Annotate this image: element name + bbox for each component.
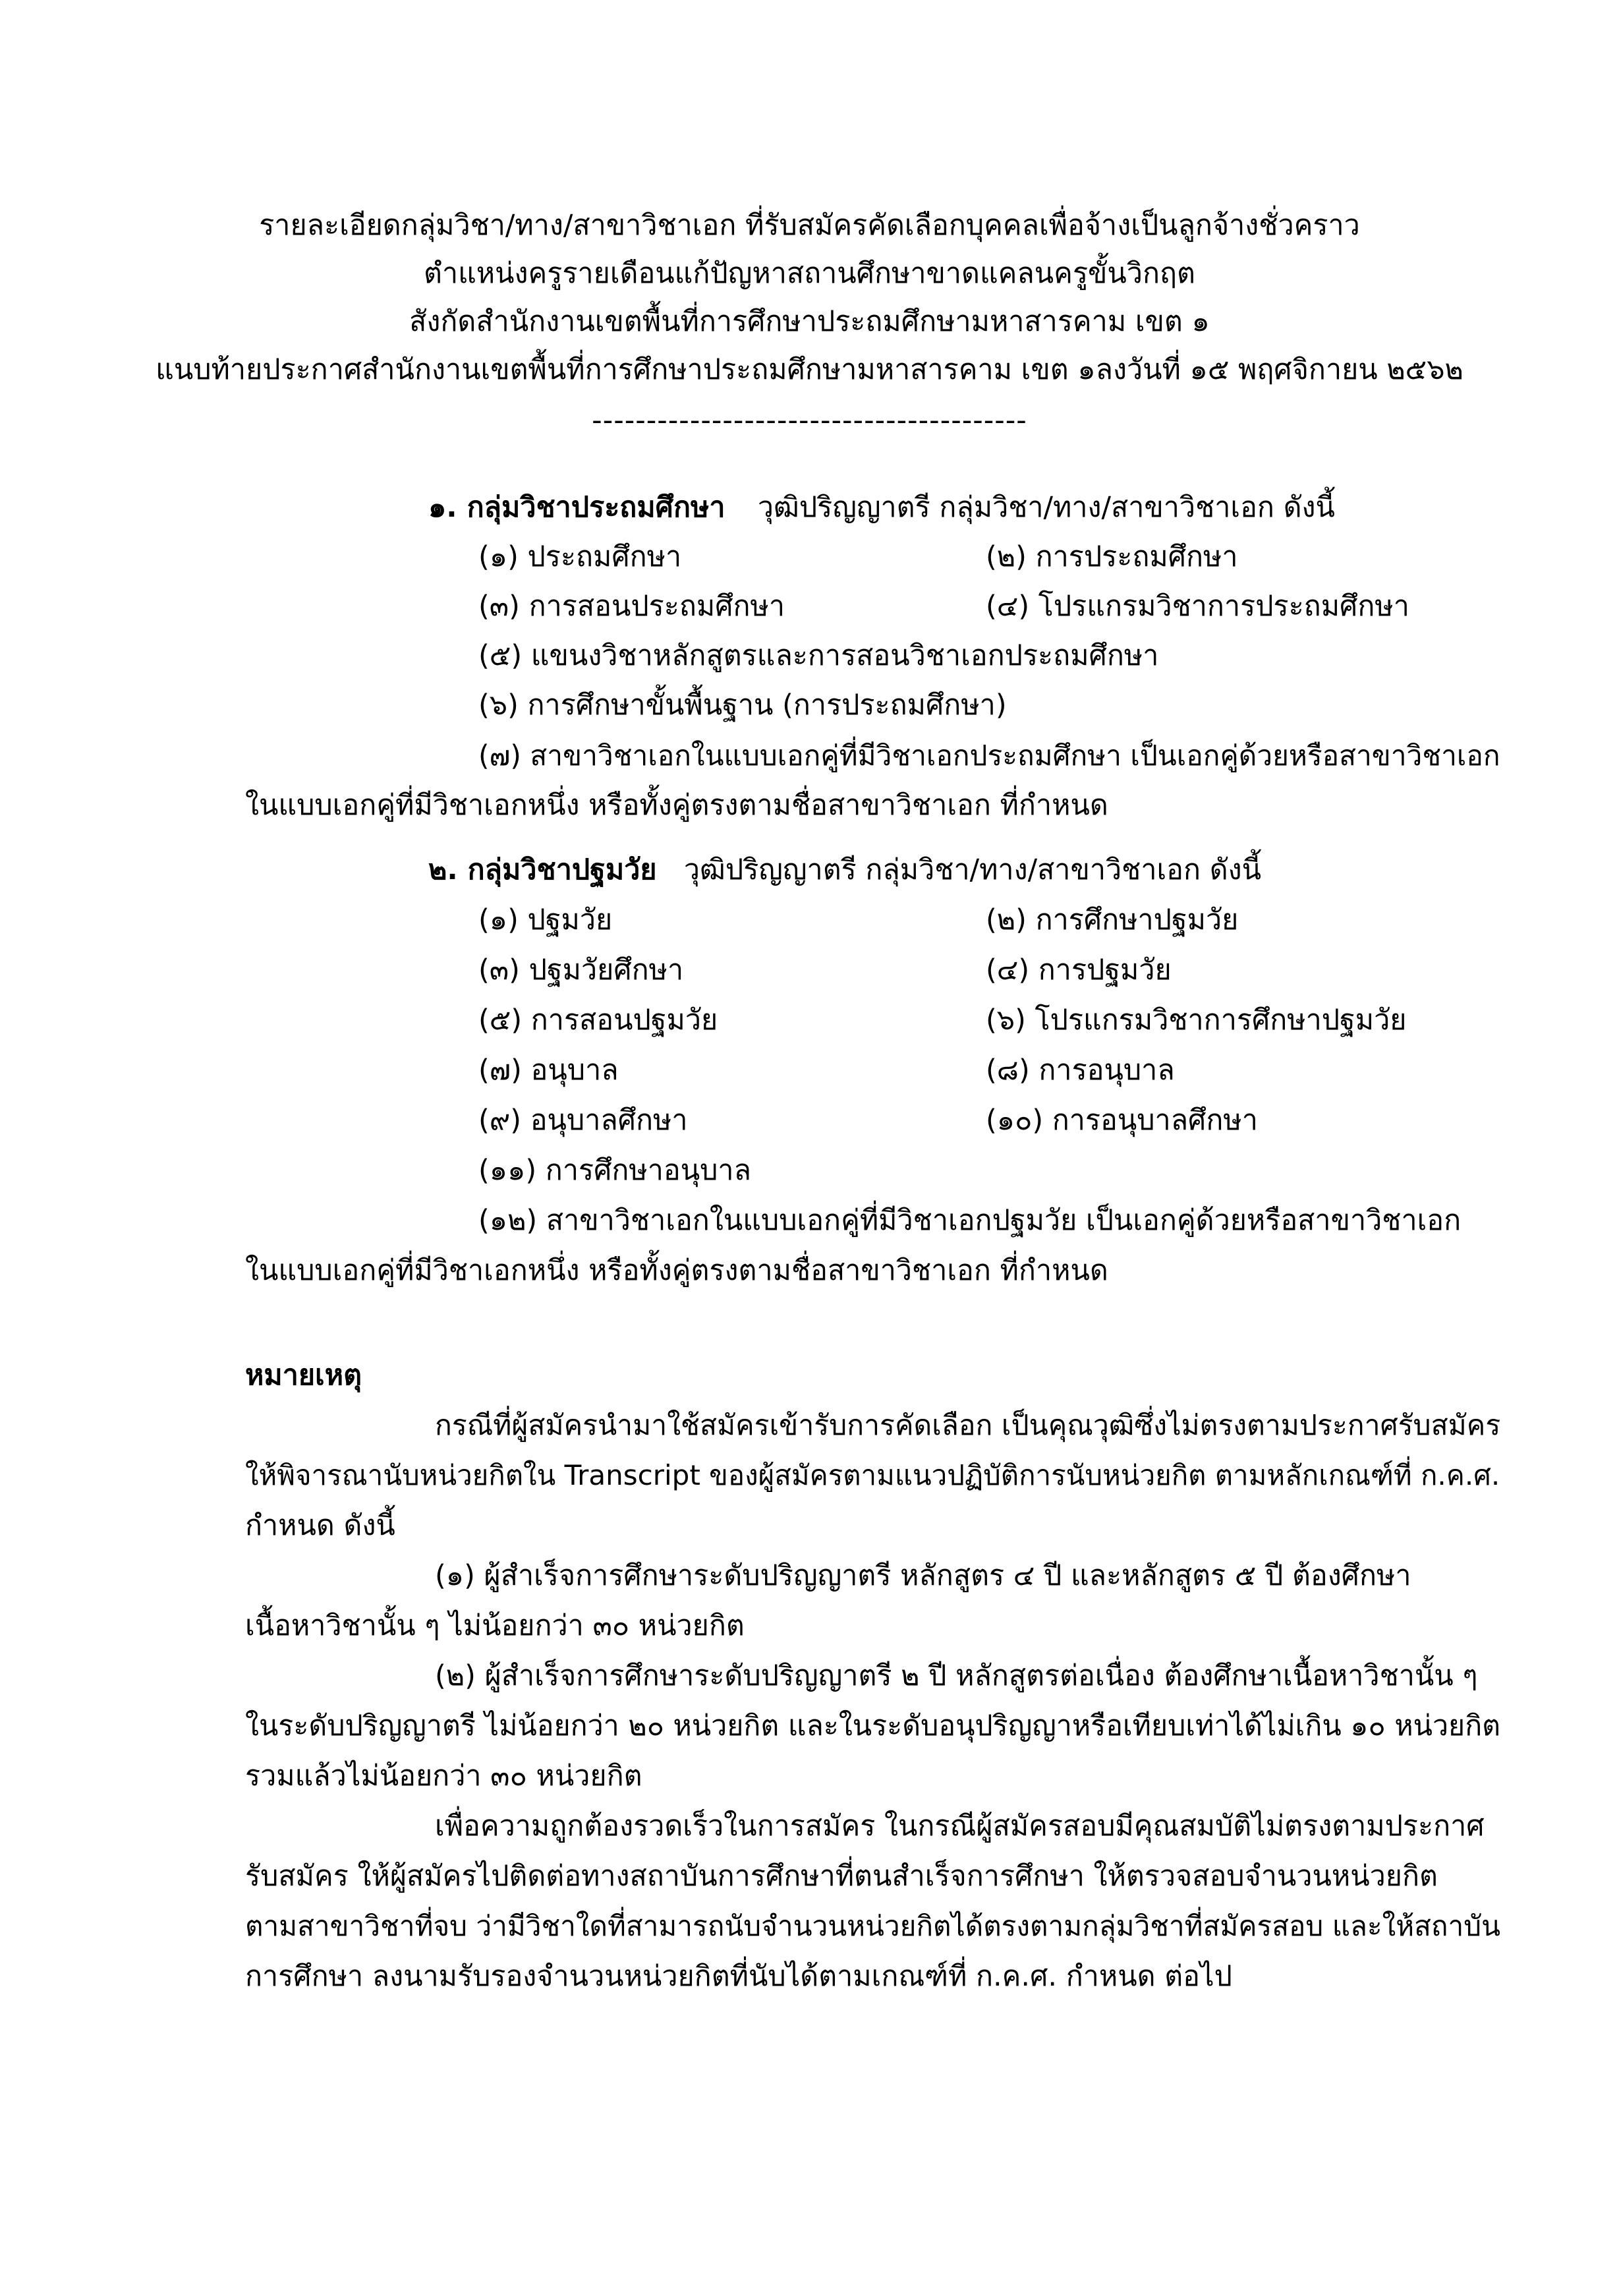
remarks-p1-line-3: กำหนด ดังนี้: [245, 1509, 395, 1542]
remarks-p4-line-1: เพื่อความถูกต้องรวดเร็วในการสมัคร ในกรณีผู้สมัครสอบมีคุณสมบัติไม่ตรงตามประกาศ: [435, 1810, 1485, 1843]
group1-item-4: (๔) โปรแกรมวิชาการประถมศึกษา: [986, 590, 1409, 623]
remarks-p2-line-2: เนื้อหาวิชานั้น ๆ ไม่น้อยกว่า ๓๐ หน่วยกิต: [245, 1609, 745, 1642]
group2-title: ๒. กลุ่มวิชาปฐมวัย: [428, 853, 657, 886]
remarks-p4-line-3: ตามสาขาวิชาที่จบ ว่ามีวิชาใดที่สามารถนับจำนวนหน่วยกิตได้ตรงตามกลุ่มวิชาที่สมัครสอบ และให้สถาบัน: [245, 1910, 1500, 1942]
header-line-1: รายละเอียดกลุ่มวิชา/ทาง/สาขาวิชาเอก ที่รับสมัครคัดเลือกบุคคลเพื่อจ้างเป็นลูกจ้างชั่วคราว: [259, 209, 1360, 242]
group2-item-2: (๒) การศึกษาปฐมวัย: [986, 904, 1239, 936]
group2-item-8: (๘) การอนุบาล: [986, 1054, 1175, 1087]
group1-item-5: (๕) แขนงวิชาหลักสูตรและการสอนวิชาเอกประถมศึกษา: [478, 639, 1159, 672]
group2-item-4: (๔) การปฐมวัย: [986, 954, 1172, 987]
group2-item-10: (๑๐) การอนุบาลศึกษา: [986, 1104, 1258, 1137]
remarks-p3-line-1: (๒) ผู้สำเร็จการศึกษาระดับปริญญาตรี ๒ ปี หลักสูตรต่อเนื่อง ต้องศึกษาเนื้อหาวิชานั้น ๆ: [435, 1659, 1478, 1692]
remarks-p2-line-1: (๑) ผู้สำเร็จการศึกษาระดับปริญญาตรี หลักสูตร ๔ ปี และหลักสูตร ๕ ปี ต้องศึกษา: [435, 1559, 1411, 1592]
header-line-3: สังกัดสำนักงานเขตพื้นที่การศึกษาประถมศึกษามหาสารคาม เขต ๑: [409, 305, 1210, 338]
group2-item-9: (๙) อนุบาลศึกษา: [478, 1104, 688, 1137]
remarks-p1-line-2: ให้พิจารณานับหน่วยกิตใน Transcript ของผู้สมัครตามแนวปฏิบัติการนับหน่วยกิต ตามหลักเกณฑ์ที่ ก.ค.ศ.: [245, 1459, 1500, 1491]
remarks-p1-line-1: กรณีที่ผู้สมัครนำมาใช้สมัครเข้ารับการคัดเลือก เป็นคุณวุฒิซึ่งไม่ตรงตามประกาศรับสมัคร: [435, 1409, 1501, 1442]
group1-note-line-1: (๗) สาขาวิชาเอกในแบบเอกคู่ที่มีวิชาเอกประถมศึกษา เป็นเอกคู่ด้วยหรือสาขาวิชาเอก: [478, 739, 1500, 772]
group2-item-7: (๗) อนุบาล: [478, 1054, 619, 1087]
header-line-2: ตำแหน่งครูรายเดือนแก้ปัญหาสถานศึกษาขาดแคลนครูขั้นวิกฤต: [424, 257, 1195, 290]
remarks-p3-line-2: ในระดับปริญญาตรี ไม่น้อยกว่า ๒๐ หน่วยกิต และในระดับอนุปริญญาหรือเทียบเท่าได้ไม่เกิน ๑๐ หน่วยกิต: [245, 1709, 1501, 1742]
group2-item-1: (๑) ปฐมวัย: [478, 904, 613, 936]
group1-heading: [428, 488, 1335, 527]
header-line-4: แนบท้ายประกาศสำนักงานเขตพื้นที่การศึกษาประถมศึกษามหาสารคาม เขต ๑ลงวันที่ ๑๕ พฤศจิกายน ๒๕๖๒: [156, 353, 1463, 386]
remarks-p3-line-3: รวมแล้วไม่น้อยกว่า ๓๐ หน่วยกิต: [245, 1760, 642, 1793]
group1-item-2: (๒) การประถมศึกษา: [986, 540, 1238, 573]
group1-item-1: (๑) ประถมศึกษา: [478, 540, 682, 573]
remarks-heading: หมายเหตุ: [245, 1359, 362, 1392]
group2-note-line-2: ในแบบเอกคู่ที่มีวิชาเอกหนึ่ง หรือทั้งคู่ตรงตามชื่อสาขาวิชาเอก ที่กำหนด: [245, 1254, 1108, 1287]
group2-subtitle: วุฒิปริญญาตรี กลุ่มวิชา/ทาง/สาขาวิชาเอก ดังนี้: [683, 853, 1262, 886]
group1-item-6: (๖) การศึกษาขั้นพื้นฐาน (การประถมศึกษา): [478, 689, 1007, 722]
group1-subtitle: วุฒิปริญญาตรี กลุ่มวิชา/ทาง/สาขาวิชาเอก ดังนี้: [757, 491, 1335, 524]
header-separator: ----------------------------------------: [592, 404, 1027, 437]
remarks-p4-line-2: รับสมัคร ให้ผู้สมัครไปติดต่อทางสถาบันการศึกษาที่ตนสำเร็จการศึกษา ให้ตรวจสอบจำนวนหน่วยกิต: [245, 1860, 1438, 1893]
group1-title: ๑. กลุ่มวิชาประถมศึกษา: [428, 491, 725, 524]
remarks-p4-line-4: การศึกษา ลงนามรับรองจำนวนหน่วยกิตที่นับได้ตามเกณฑ์ที่ ก.ค.ศ. กำหนด ต่อไป: [245, 1960, 1232, 1993]
group1-item-3: (๓) การสอนประถมศึกษา: [478, 590, 785, 623]
group2-item-6: (๖) โปรแกรมวิชาการศึกษาปฐมวัย: [986, 1004, 1407, 1037]
group2-note-line-1: (๑๒) สาขาวิชาเอกในแบบเอกคู่ที่มีวิชาเอกปฐมวัย เป็นเอกคู่ด้วยหรือสาขาวิชาเอก: [478, 1204, 1462, 1237]
group2-item-11: (๑๑) การศึกษาอนุบาล: [478, 1154, 751, 1187]
group2-item-3: (๓) ปฐมวัยศึกษา: [478, 954, 684, 987]
group2-item-5: (๕) การสอนปฐมวัย: [478, 1004, 718, 1037]
group2-heading: [428, 850, 1261, 890]
group1-note-line-2: ในแบบเอกคู่ที่มีวิชาเอกหนึ่ง หรือทั้งคู่ตรงตามชื่อสาขาวิชาเอก ที่กำหนด: [245, 789, 1108, 822]
